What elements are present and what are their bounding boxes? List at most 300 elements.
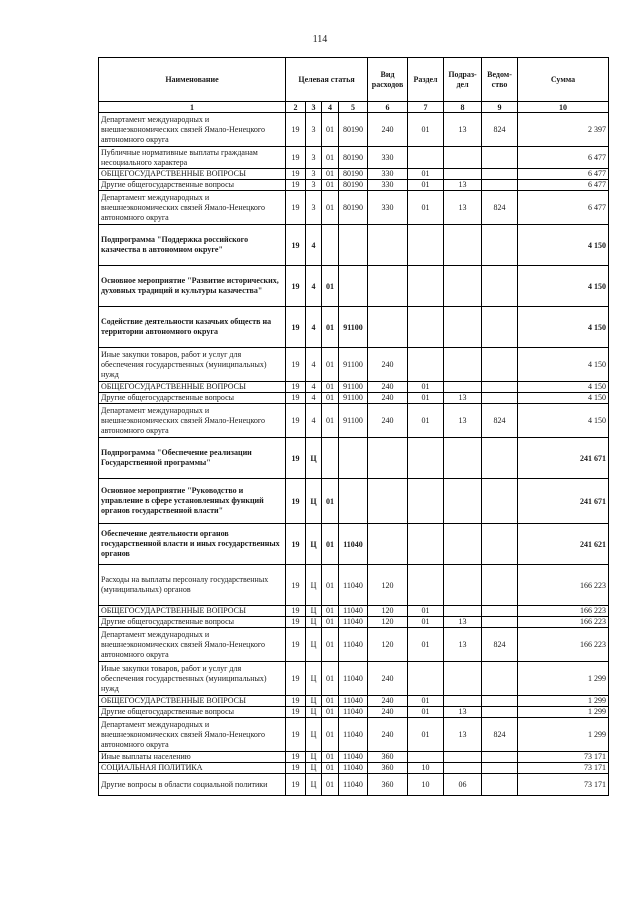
target-code-3: 01 <box>322 348 339 382</box>
row-name: Департамент международных и внешнеэкономических связей Ямало-Ненецкого автономного округа <box>99 628 286 662</box>
subsection <box>444 382 482 393</box>
row-name: Департамент международных и внешнеэкономических связей Ямало-Ненецкого автономного округа <box>99 113 286 147</box>
target-code-2: 4 <box>306 404 322 438</box>
target-code-3: 01 <box>322 707 339 718</box>
page-number: 114 <box>312 34 328 45</box>
row-sum: 1 299 <box>518 718 609 752</box>
row-name: Другие общегосударственные вопросы <box>99 180 286 191</box>
header-row <box>99 58 609 102</box>
target-code-4: 11040 <box>339 718 368 752</box>
target-code-2: 3 <box>306 191 322 225</box>
subsection <box>444 348 482 382</box>
header-section: Раздел <box>408 58 444 102</box>
department <box>482 393 518 404</box>
table-row <box>99 774 609 796</box>
department <box>482 147 518 169</box>
row-name: Департамент международных и внешнеэкономических связей Ямало-Ненецкого автономного округа <box>99 404 286 438</box>
department <box>482 169 518 180</box>
subsection <box>444 479 482 524</box>
department <box>482 266 518 307</box>
expense-type <box>368 524 408 565</box>
table-row <box>99 752 609 763</box>
department <box>482 438 518 479</box>
section <box>408 266 444 307</box>
target-code-1: 19 <box>286 348 306 382</box>
subsection <box>444 266 482 307</box>
section: 01 <box>408 696 444 707</box>
subsection: 06 <box>444 774 482 796</box>
row-sum: 6 477 <box>518 180 609 191</box>
department <box>482 524 518 565</box>
row-sum: 2 397 <box>518 113 609 147</box>
target-code-2: 4 <box>306 307 322 348</box>
target-code-2: Ц <box>306 479 322 524</box>
expense-type: 330 <box>368 180 408 191</box>
row-name: Основное мероприятие "Руководство и управление в сфере установленных функций органов государственной власти" <box>99 479 286 524</box>
row-name: Основное мероприятие "Развитие исторических, духовных традиций и культуры казачества" <box>99 266 286 307</box>
column-number: 6 <box>368 102 408 113</box>
target-code-2: 3 <box>306 147 322 169</box>
target-code-2: Ц <box>306 565 322 606</box>
target-code-4: 11040 <box>339 763 368 774</box>
target-code-3: 01 <box>322 565 339 606</box>
section <box>408 348 444 382</box>
subsection <box>444 662 482 696</box>
row-name: ОБЩЕГОСУДАРСТВЕННЫЕ ВОПРОСЫ <box>99 169 286 180</box>
row-sum: 241 671 <box>518 479 609 524</box>
target-code-4: 80190 <box>339 191 368 225</box>
target-code-2: Ц <box>306 752 322 763</box>
target-code-3: 01 <box>322 479 339 524</box>
target-code-4: 91100 <box>339 382 368 393</box>
row-name: ОБЩЕГОСУДАРСТВЕННЫЕ ВОПРОСЫ <box>99 606 286 617</box>
expense-type: 330 <box>368 191 408 225</box>
row-sum: 4 150 <box>518 404 609 438</box>
target-code-1: 19 <box>286 696 306 707</box>
expense-type: 240 <box>368 707 408 718</box>
row-sum: 241 671 <box>518 438 609 479</box>
column-number: 8 <box>444 102 482 113</box>
target-code-4: 91100 <box>339 393 368 404</box>
row-sum: 6 477 <box>518 147 609 169</box>
row-name: Департамент международных и внешнеэкономических связей Ямало-Ненецкого автономного округа <box>99 718 286 752</box>
row-sum: 241 621 <box>518 524 609 565</box>
section <box>408 752 444 763</box>
department: 824 <box>482 191 518 225</box>
section: 01 <box>408 606 444 617</box>
subsection <box>444 752 482 763</box>
target-code-3: 01 <box>322 382 339 393</box>
subsection: 13 <box>444 180 482 191</box>
department <box>482 752 518 763</box>
target-code-4: 11040 <box>339 524 368 565</box>
target-code-3: 01 <box>322 662 339 696</box>
row-sum: 166 223 <box>518 565 609 606</box>
expense-type: 120 <box>368 628 408 662</box>
row-name: Другие вопросы в области социальной политики <box>99 774 286 796</box>
target-code-2: 3 <box>306 180 322 191</box>
target-code-4: 11040 <box>339 707 368 718</box>
row-sum: 166 223 <box>518 628 609 662</box>
row-name: Подпрограмма "Поддержка российского казачества в автономном округе" <box>99 225 286 266</box>
section: 01 <box>408 617 444 628</box>
column-number: 3 <box>306 102 322 113</box>
target-code-3: 01 <box>322 617 339 628</box>
target-code-3: 01 <box>322 774 339 796</box>
target-code-3: 01 <box>322 404 339 438</box>
target-code-3: 01 <box>322 191 339 225</box>
target-code-3: 01 <box>322 393 339 404</box>
target-code-1: 19 <box>286 718 306 752</box>
expense-type: 120 <box>368 606 408 617</box>
target-code-1: 19 <box>286 524 306 565</box>
section <box>408 524 444 565</box>
target-code-1: 19 <box>286 113 306 147</box>
target-code-3: 01 <box>322 307 339 348</box>
row-name: Содействие деятельности казачьих обществ на территории автономного округа <box>99 307 286 348</box>
table-row <box>99 565 609 606</box>
subsection: 13 <box>444 718 482 752</box>
row-sum: 73 171 <box>518 763 609 774</box>
table-row <box>99 707 609 718</box>
target-code-4: 80190 <box>339 169 368 180</box>
target-code-3: 01 <box>322 752 339 763</box>
target-code-2: Ц <box>306 606 322 617</box>
row-sum: 6 477 <box>518 191 609 225</box>
target-code-3: 01 <box>322 524 339 565</box>
target-code-3: 01 <box>322 718 339 752</box>
target-code-1: 19 <box>286 606 306 617</box>
subsection: 13 <box>444 393 482 404</box>
row-sum: 4 150 <box>518 348 609 382</box>
table-row <box>99 348 609 382</box>
target-code-1: 19 <box>286 147 306 169</box>
target-code-4: 91100 <box>339 348 368 382</box>
target-code-4 <box>339 438 368 479</box>
subsection <box>444 147 482 169</box>
row-sum: 73 171 <box>518 752 609 763</box>
column-number: 7 <box>408 102 444 113</box>
target-code-4: 11040 <box>339 565 368 606</box>
section: 10 <box>408 763 444 774</box>
department <box>482 225 518 266</box>
table-row <box>99 113 609 147</box>
column-number: 10 <box>518 102 609 113</box>
target-code-1: 19 <box>286 707 306 718</box>
department <box>482 606 518 617</box>
department: 824 <box>482 113 518 147</box>
column-number: 4 <box>322 102 339 113</box>
header-sum: Сумма <box>518 58 609 102</box>
target-code-4: 11040 <box>339 662 368 696</box>
department <box>482 763 518 774</box>
expense-type: 240 <box>368 393 408 404</box>
target-code-2: 4 <box>306 266 322 307</box>
table-row <box>99 225 609 266</box>
subsection: 13 <box>444 404 482 438</box>
row-name: СОЦИАЛЬНАЯ ПОЛИТИКА <box>99 763 286 774</box>
target-code-4: 91100 <box>339 307 368 348</box>
section <box>408 225 444 266</box>
target-code-4: 11040 <box>339 628 368 662</box>
row-sum: 1 299 <box>518 707 609 718</box>
table-row <box>99 662 609 696</box>
row-sum: 4 150 <box>518 307 609 348</box>
column-number: 1 <box>99 102 286 113</box>
table-row <box>99 382 609 393</box>
table-row <box>99 180 609 191</box>
target-code-3: 01 <box>322 266 339 307</box>
row-name: Другие общегосударственные вопросы <box>99 617 286 628</box>
target-code-4: 80190 <box>339 147 368 169</box>
row-name: Другие общегосударственные вопросы <box>99 707 286 718</box>
subsection: 13 <box>444 628 482 662</box>
target-code-3: 01 <box>322 180 339 191</box>
expense-type: 360 <box>368 752 408 763</box>
target-code-2: Ц <box>306 707 322 718</box>
table-row <box>99 438 609 479</box>
section <box>408 307 444 348</box>
section: 01 <box>408 180 444 191</box>
department: 824 <box>482 718 518 752</box>
target-code-3: 01 <box>322 113 339 147</box>
expense-type: 240 <box>368 113 408 147</box>
target-code-1: 19 <box>286 225 306 266</box>
table-row <box>99 404 609 438</box>
target-code-2: 3 <box>306 169 322 180</box>
section: 01 <box>408 718 444 752</box>
target-code-4: 11040 <box>339 774 368 796</box>
section <box>408 479 444 524</box>
expense-type: 330 <box>368 169 408 180</box>
subsection: 13 <box>444 191 482 225</box>
department <box>482 307 518 348</box>
target-code-4: 11040 <box>339 752 368 763</box>
target-code-1: 19 <box>286 617 306 628</box>
section: 01 <box>408 382 444 393</box>
header-name: Наименование <box>99 58 286 102</box>
target-code-4: 80190 <box>339 113 368 147</box>
target-code-1: 19 <box>286 752 306 763</box>
header-subsection: Подраз-дел <box>444 58 482 102</box>
target-code-2: Ц <box>306 718 322 752</box>
target-code-4 <box>339 479 368 524</box>
expense-type: 240 <box>368 662 408 696</box>
row-name: ОБЩЕГОСУДАРСТВЕННЫЕ ВОПРОСЫ <box>99 382 286 393</box>
section <box>408 147 444 169</box>
expense-type: 120 <box>368 617 408 628</box>
table-row <box>99 479 609 524</box>
table-row <box>99 147 609 169</box>
target-code-4: 91100 <box>339 404 368 438</box>
department <box>482 696 518 707</box>
row-name: Подпрограмма "Обеспечение реализации Государственной программы" <box>99 438 286 479</box>
section: 01 <box>408 707 444 718</box>
row-sum: 6 477 <box>518 169 609 180</box>
target-code-2: Ц <box>306 628 322 662</box>
department <box>482 774 518 796</box>
target-code-1: 19 <box>286 307 306 348</box>
row-sum: 166 223 <box>518 617 609 628</box>
department <box>482 348 518 382</box>
expense-type: 330 <box>368 147 408 169</box>
expense-type: 240 <box>368 382 408 393</box>
target-code-1: 19 <box>286 266 306 307</box>
table-body <box>99 113 609 796</box>
row-sum: 4 150 <box>518 393 609 404</box>
row-name: ОБЩЕГОСУДАРСТВЕННЫЕ ВОПРОСЫ <box>99 696 286 707</box>
target-code-3: 01 <box>322 147 339 169</box>
section: 01 <box>408 169 444 180</box>
target-code-2: Ц <box>306 774 322 796</box>
table-row <box>99 524 609 565</box>
department <box>482 382 518 393</box>
expense-type: 240 <box>368 348 408 382</box>
subsection <box>444 606 482 617</box>
target-code-3: 01 <box>322 169 339 180</box>
subsection: 13 <box>444 707 482 718</box>
section <box>408 662 444 696</box>
department: 824 <box>482 628 518 662</box>
subsection <box>444 225 482 266</box>
target-code-3 <box>322 438 339 479</box>
header-department: Ведом-ство <box>482 58 518 102</box>
subsection <box>444 763 482 774</box>
row-sum: 1 299 <box>518 696 609 707</box>
expense-type: 240 <box>368 718 408 752</box>
row-name: Иные закупки товаров, работ и услуг для обеспечения государственных (муниципальных) нужд <box>99 348 286 382</box>
expense-type <box>368 266 408 307</box>
target-code-1: 19 <box>286 628 306 662</box>
expense-type: 360 <box>368 774 408 796</box>
row-name: Другие общегосударственные вопросы <box>99 393 286 404</box>
target-code-1: 19 <box>286 191 306 225</box>
section: 01 <box>408 628 444 662</box>
subsection: 13 <box>444 113 482 147</box>
target-code-2: Ц <box>306 524 322 565</box>
row-name: Публичные нормативные выплаты гражданам несоциального характера <box>99 147 286 169</box>
target-code-2: 4 <box>306 225 322 266</box>
row-sum: 4 150 <box>518 225 609 266</box>
subsection <box>444 169 482 180</box>
subsection <box>444 696 482 707</box>
expense-type <box>368 479 408 524</box>
budget-table <box>98 57 609 796</box>
subsection <box>444 307 482 348</box>
table-row <box>99 393 609 404</box>
row-name: Департамент международных и внешнеэкономических связей Ямало-Ненецкого автономного округа <box>99 191 286 225</box>
target-code-1: 19 <box>286 382 306 393</box>
subsection: 13 <box>444 617 482 628</box>
department <box>482 180 518 191</box>
target-code-2: 3 <box>306 113 322 147</box>
row-name: Расходы на выплаты персоналу государственных (муниципальных) органов <box>99 565 286 606</box>
department: 824 <box>482 404 518 438</box>
target-code-1: 19 <box>286 404 306 438</box>
section: 10 <box>408 774 444 796</box>
table-row <box>99 606 609 617</box>
subsection <box>444 438 482 479</box>
target-code-1: 19 <box>286 662 306 696</box>
table-row <box>99 628 609 662</box>
expense-type: 240 <box>368 404 408 438</box>
expense-type <box>368 307 408 348</box>
target-code-4: 11040 <box>339 606 368 617</box>
department <box>482 707 518 718</box>
target-code-3: 01 <box>322 628 339 662</box>
column-number-row <box>99 102 609 113</box>
target-code-2: Ц <box>306 662 322 696</box>
target-code-4: 11040 <box>339 696 368 707</box>
target-code-1: 19 <box>286 180 306 191</box>
target-code-1: 19 <box>286 479 306 524</box>
target-code-1: 19 <box>286 438 306 479</box>
row-sum: 4 150 <box>518 266 609 307</box>
target-code-3 <box>322 225 339 266</box>
table-row <box>99 696 609 707</box>
target-code-1: 19 <box>286 763 306 774</box>
table-row <box>99 763 609 774</box>
section: 01 <box>408 113 444 147</box>
section: 01 <box>408 191 444 225</box>
department <box>482 565 518 606</box>
target-code-2: 4 <box>306 393 322 404</box>
section <box>408 565 444 606</box>
target-code-2: 4 <box>306 348 322 382</box>
target-code-2: Ц <box>306 696 322 707</box>
table-row <box>99 718 609 752</box>
target-code-3: 01 <box>322 696 339 707</box>
row-sum: 4 150 <box>518 382 609 393</box>
section <box>408 438 444 479</box>
section: 01 <box>408 404 444 438</box>
expense-type <box>368 225 408 266</box>
target-code-2: Ц <box>306 438 322 479</box>
header-target: Целевая статья <box>286 58 368 102</box>
target-code-3: 01 <box>322 763 339 774</box>
department <box>482 617 518 628</box>
target-code-3: 01 <box>322 606 339 617</box>
target-code-4 <box>339 266 368 307</box>
expense-type: 240 <box>368 696 408 707</box>
expense-type <box>368 438 408 479</box>
target-code-1: 19 <box>286 393 306 404</box>
target-code-4 <box>339 225 368 266</box>
target-code-2: Ц <box>306 617 322 628</box>
expense-type: 360 <box>368 763 408 774</box>
row-sum: 73 171 <box>518 774 609 796</box>
table-row <box>99 191 609 225</box>
subsection <box>444 524 482 565</box>
target-code-2: 4 <box>306 382 322 393</box>
header-expense-type: Вид расходов <box>368 58 408 102</box>
department <box>482 662 518 696</box>
department <box>482 479 518 524</box>
row-name: Иные закупки товаров, работ и услуг для обеспечения государственных (муниципальных) нужд <box>99 662 286 696</box>
table-row <box>99 266 609 307</box>
table-row <box>99 169 609 180</box>
row-sum: 166 223 <box>518 606 609 617</box>
table-row <box>99 307 609 348</box>
target-code-4: 11040 <box>339 617 368 628</box>
column-number: 5 <box>339 102 368 113</box>
expense-type: 120 <box>368 565 408 606</box>
target-code-4: 80190 <box>339 180 368 191</box>
target-code-1: 19 <box>286 774 306 796</box>
row-sum: 1 299 <box>518 662 609 696</box>
section: 01 <box>408 393 444 404</box>
row-name: Иные выплаты населению <box>99 752 286 763</box>
